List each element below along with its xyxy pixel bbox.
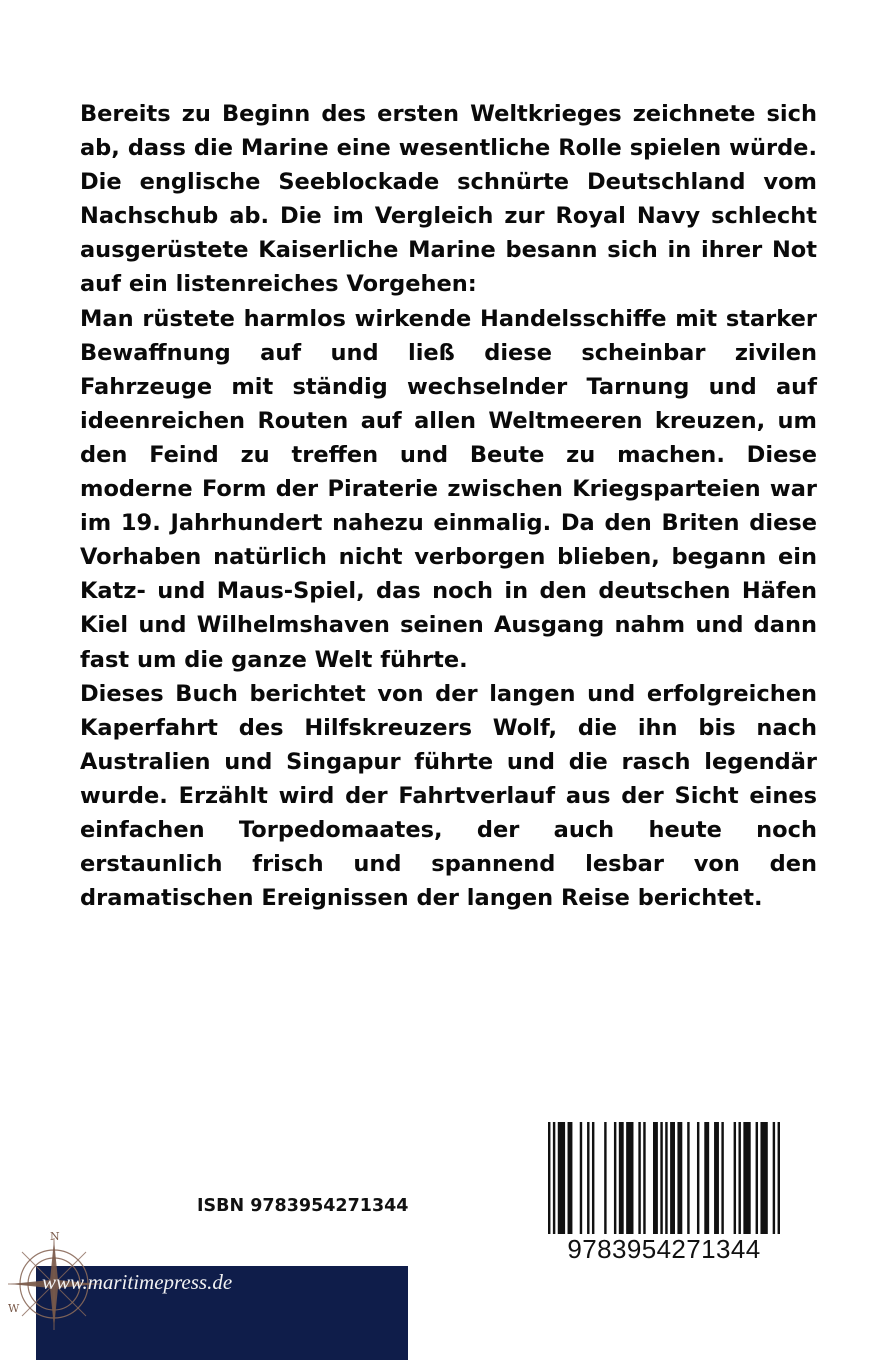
barcode-bar [643,1122,645,1234]
barcode [548,1122,780,1234]
barcode-bar [548,1122,550,1234]
barcode-bar [614,1122,616,1234]
barcode-bar [553,1122,555,1234]
blurb-paragraph-1: Bereits zu Beginn des ersten Weltkrieges zeichnete sich ab, dass die Marine eine wesentliche Rolle spielen würde. Die englische Seeblockade schnürte Deutschland vom Nachschub ab. Die im Vergleich zur Royal Navy schlecht ausgerüstete Kaiserliche Marine besann sich in ihrer Not auf ein listenreiches Vorgehen: [80,101,817,298]
barcode-bar [619,1122,624,1234]
barcode-bar [687,1122,689,1234]
barcode-bar [558,1122,565,1234]
publisher-url: www.maritimepress.de [42,1270,233,1294]
barcode-bar [587,1122,589,1234]
blurb-paragraph-3: Dieses Buch berichtet von der langen und erfolgreichen Kaperfahrt des Hilfskreuzers Wolf, die ihn bis nach Australien und Singapur führte und die rasch legendär wurde. Erzählt wird der Fahrtverlauf aus der Sicht eines einfachen Torpedomaates, der auch heute noch erstaunlich frisch und spannend lesbar von den dramatischen Ereignissen der langen Reise berichtet. [80,680,817,912]
barcode-bar [660,1122,662,1234]
barcode-bar [714,1122,719,1234]
barcode-bar [743,1122,750,1234]
barcode-bar [760,1122,767,1234]
compass-west-letter: W [8,1302,20,1315]
barcode-bar [721,1122,723,1234]
barcode-bar [626,1122,633,1234]
barcode-bar [580,1122,582,1234]
barcode-bar [756,1122,758,1234]
barcode-bar [592,1122,594,1234]
barcode-bar [773,1122,775,1234]
barcode-bar [670,1122,675,1234]
compass-north-letter: N [50,1230,60,1243]
barcode-bar [604,1122,606,1234]
barcode-bar [704,1122,709,1234]
barcode-bar [638,1122,640,1234]
barcode-bar [653,1122,658,1234]
isbn-label: ISBN 9783954271344 [197,1196,409,1216]
barcode-bar [734,1122,736,1234]
barcode-bar [665,1122,667,1234]
barcode-bar [568,1122,573,1234]
barcode-bar [738,1122,740,1234]
barcode-bar [677,1122,682,1234]
blurb-paragraph-2: Man rüstete harmlos wirkende Handelsschiffe mit starker Bewaffnung auf und ließ diese scheinbar zivilen Fahrzeuge mit ständig wechselnder Tarnung und auf ideenreichen Routen auf allen Weltmeeren kreuzen, um den Feind zu treffen und Beute zu machen. Diese moderne Form der Piraterie zwischen Kriegsparteien war im 19. Jahrhundert nahezu einmalig. Da den Briten diese Vorhaben natürlich nicht verborgen blieben, begann ein Katz- und Maus-Spiel, das noch in den deutschen Häfen Kiel und Wilhelmshaven seinen Ausgang nahm und dann fast um die ganze Welt führte. [80,305,817,673]
blurb-text [80,97,817,915]
barcode-bar [778,1122,780,1234]
barcode-number: 9783954271344 [567,1234,761,1264]
barcode-bar [697,1122,699,1234]
